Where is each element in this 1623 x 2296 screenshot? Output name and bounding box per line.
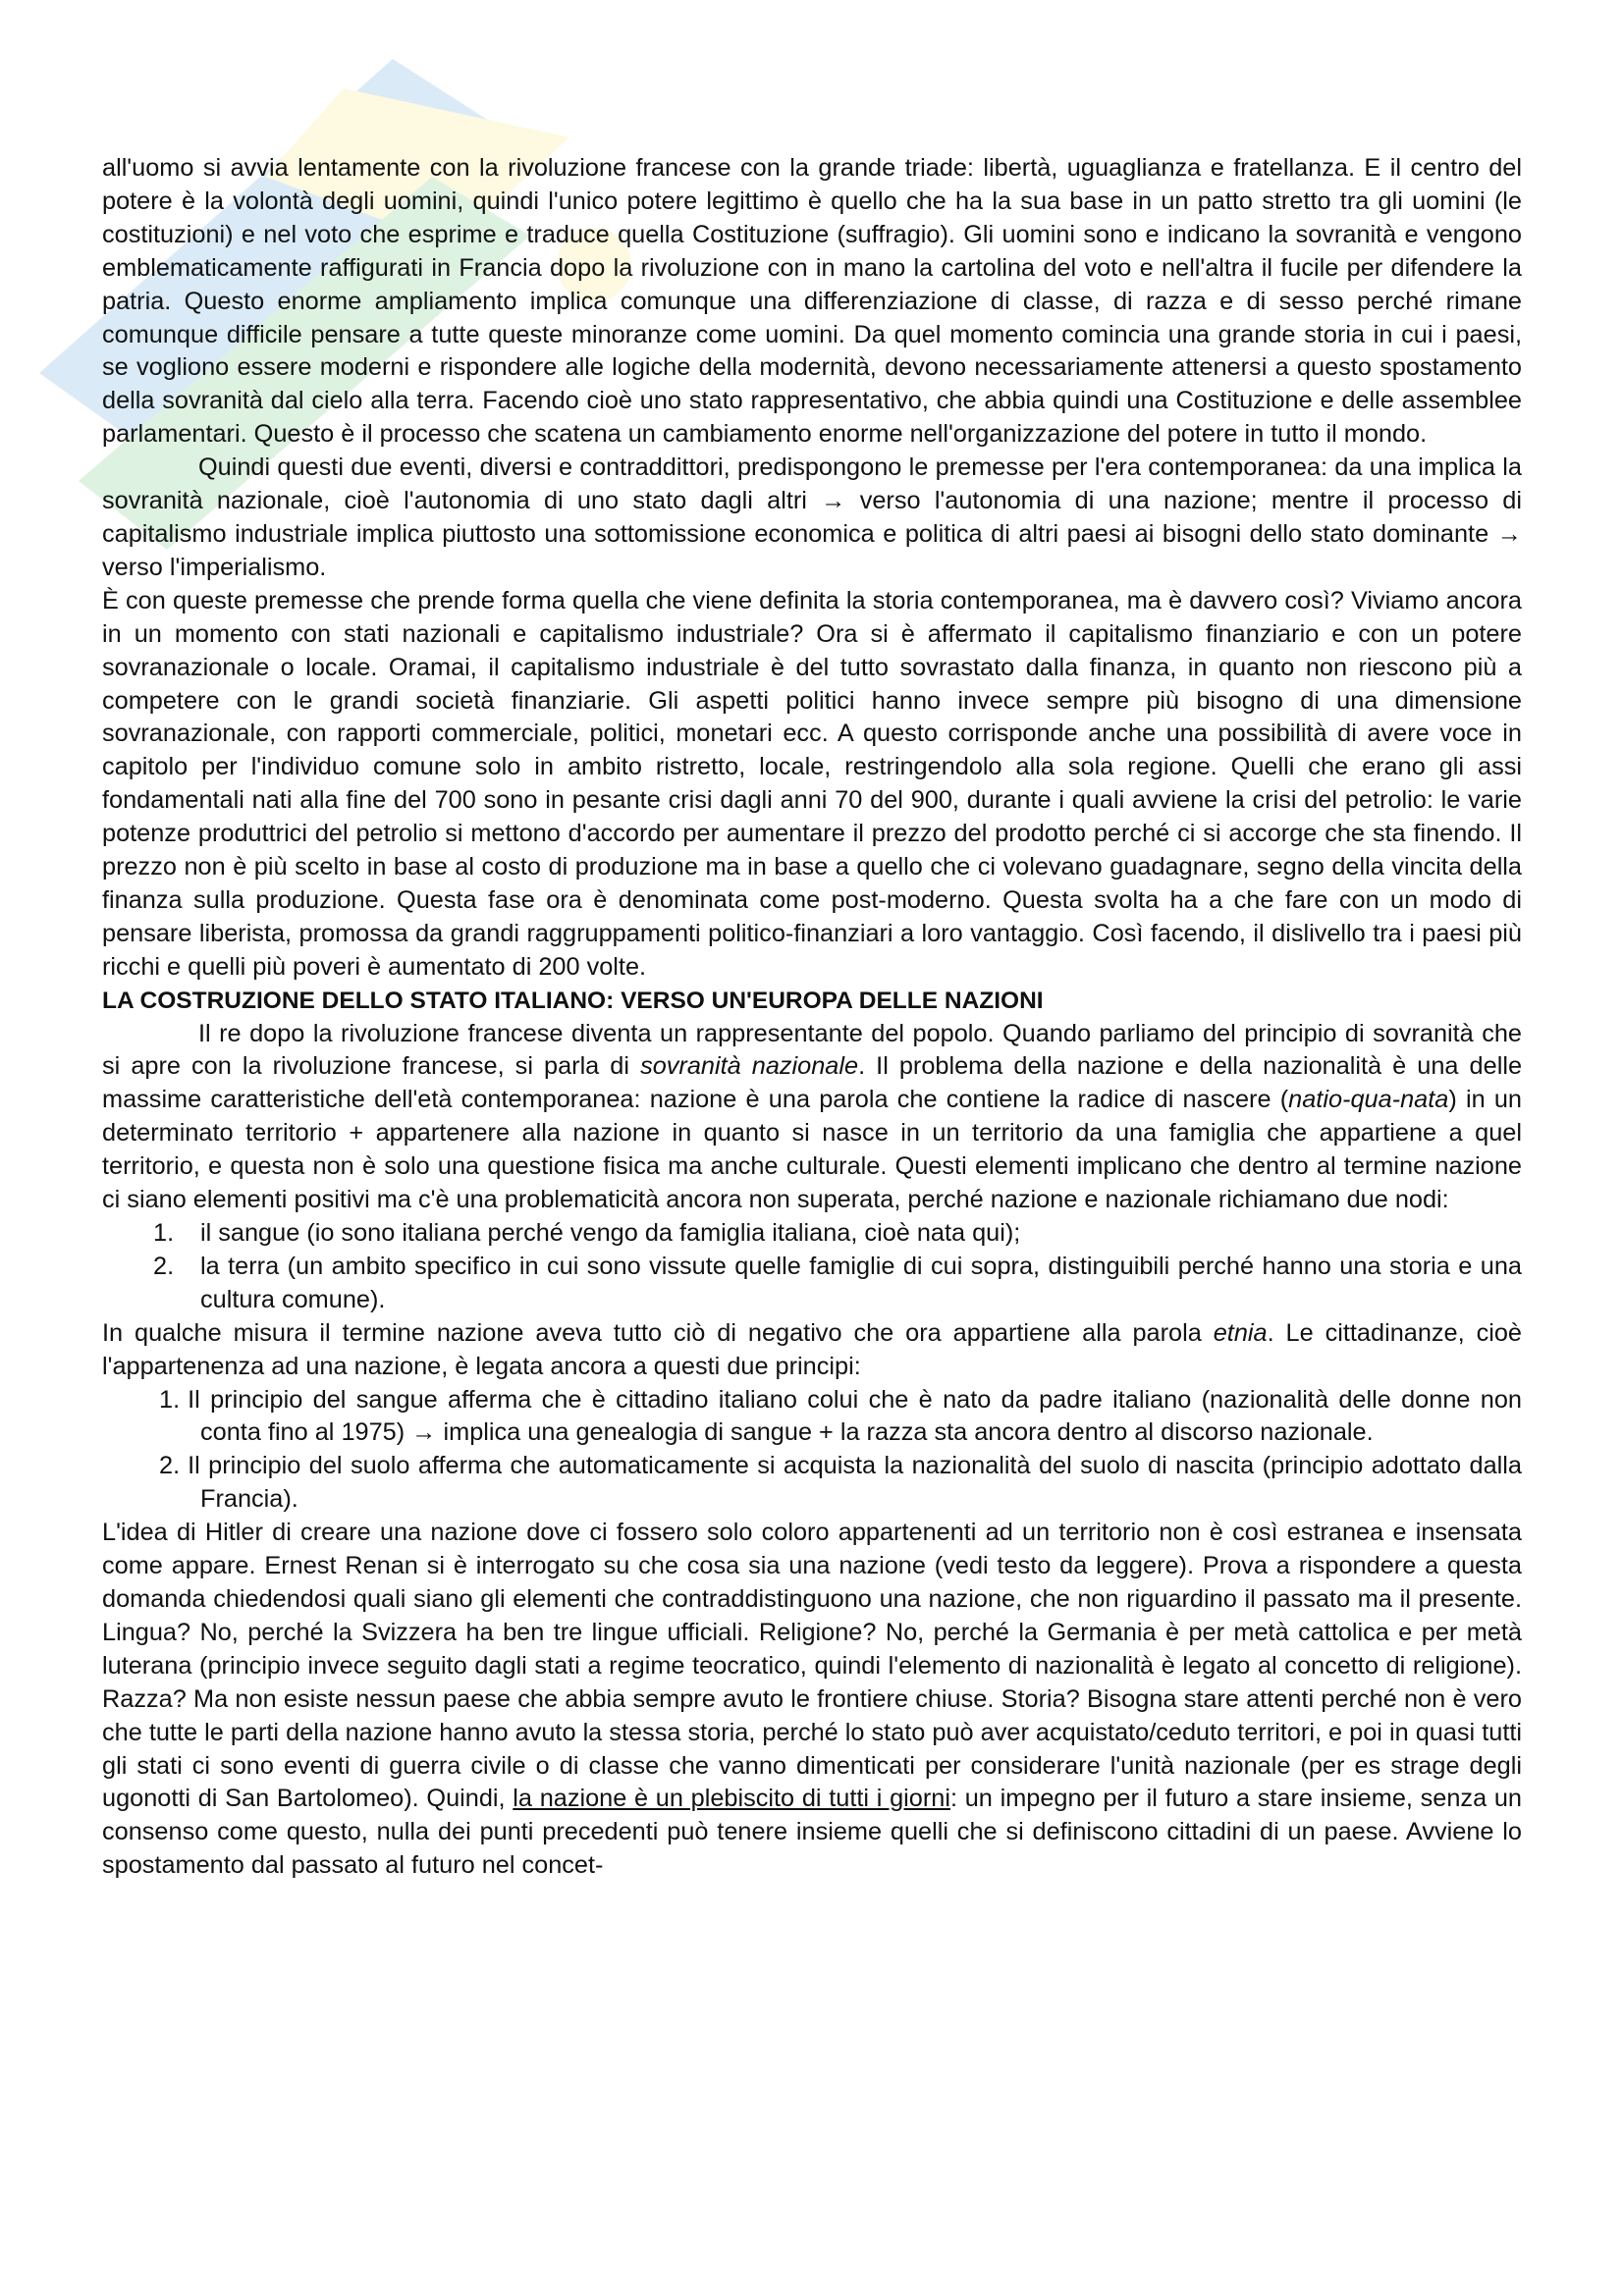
paragraph-5-text-a: In qualche misura il termine nazione aveva tutto ciò di negativo che ora appartiene alla parola [102, 1318, 1214, 1347]
paragraph-4 [102, 1018, 1522, 1217]
section-heading: LA COSTRUZIONE DELLO STATO ITALIANO: VERSO UN'EUROPA DELLE NAZIONI [102, 987, 1044, 1014]
list-item-number: 1. [159, 1385, 181, 1414]
list-item-number: 1. [153, 1219, 175, 1247]
document-body [102, 152, 1522, 1883]
list-item-number: 2. [159, 1452, 181, 1480]
list-item-number: 2. [153, 1252, 175, 1280]
paragraph-4-text-c: ) in un determinato territorio + appartenere alla nazione in quanto si nasce in un territorio da una famiglia che appartiene a quel territorio, e questa non è solo una questione fisica ma anche culturale. Questi elementi implicano che dentro al termine nazione ci siano elementi positivi ma c'è una problematicità ancora non superata, perché nazione e nazionale richiamano due nodi: [102, 1086, 1523, 1214]
list-item [102, 1251, 1522, 1317]
principles-list [102, 1384, 1522, 1518]
paragraph-6-text-a: L'idea di Hitler di creare una nazione dove ci fossero solo coloro appartenenti ad un territorio non è così estranea e insensata come appare. Ernest Renan si è interrogato su che cosa sia una nazione (vedi testo da leggere). Prova a rispondere a questa domanda chiedendosi quali siano gli elementi che contraddistinguono una nazione, che non riguardino il passato ma il presente. Lingua? No, perché la Svizzera ha ben tre lingue ufficiali. Religione? No, perché la Germania è per metà cattolica e per metà luterana (principio invece seguito dagli stati a regime teocratico, quindi l'elemento di nazionalità è legato al concetto di religione). Razza? Ma non esiste nessun paese che abbia sempre avuto le frontiere chiuse. Storia? Bisogna stare attenti perché non è vero che tutte le parti della nazione hanno avuto la stessa storia, perché lo stato può aver acquistato/ceduto territori, e poi in quasi tutti gli stati ci sono eventi di guerra civile o di classe che vanno dimenticati per considerare l'unità nazionale (per es strage degli ugonotti di San Bartolomeo). Quindi, [102, 1519, 1522, 1813]
paragraph-6 [102, 1517, 1522, 1883]
list-item [102, 1217, 1522, 1251]
paragraph-2: Quindi questi due eventi, diversi e contraddittori, predispongono le premesse per l'era contemporanea: da una implica la sovranità nazionale, cioè l'autonomia di uno stato dagli altri → verso l'autonomia di una nazione; mentre il processo di capitalismo industriale implica piuttosto una sottomissione economica e politica di altri paesi ai bisogni dello stato dominante → verso l'imperialismo. [102, 454, 1522, 581]
list-item-text: il sangue (io sono italiana perché vengo da famiglia italiana, cioè nata qui); [200, 1219, 1021, 1247]
paragraph-4-emphasis-2: natio-qua-nata [1288, 1086, 1449, 1114]
nodes-list [102, 1217, 1522, 1317]
list-item [102, 1384, 1522, 1451]
list-item-text: Il principio del sangue afferma che è cittadino italiano colui che è nato da padre italiano (nazionalità delle donne non conta fino al 1975) → implica una genealogia di sangue + la razza sta ancora dentro al discorso nazionale. [188, 1385, 1522, 1447]
paragraph-4-emphasis-1: sovranità nazionale [640, 1052, 859, 1081]
paragraph-5-text-b: . Le cittadinanze, cioè l'appartenenza ad una nazione, è legata ancora a questi due principi: [102, 1318, 1522, 1380]
paragraph-6-text-b: : un impegno per il futuro a stare insieme, senza un consenso come questo, nulla dei punti precedenti può tenere insieme quelli che si definiscono cittadini di un paese. Avviene lo spostamento dal passato al futuro nel concet- [102, 1785, 1522, 1880]
paragraph-5-emphasis: etnia [1213, 1318, 1268, 1347]
list-item [102, 1450, 1522, 1517]
paragraph-1: all'uomo si avvia lentamente con la rivoluzione francese con la grande triade: libertà, uguaglianza e fratellanza. E il centro del potere è la volontà degli uomini, quindi l'unico potere legittimo è quello che ha la sua base in un patto stretto tra gli uomini (le costituzioni) e nel voto che esprime e traduce quella Costituzione (suffragio). Gli uomini sono e indicano la sovranità e vengono emblematicamente raffigurati in Francia dopo la rivoluzione con in mano la cartolina del voto e nell'altra il fucile per difendere la patria. Questo enorme ampliamento implica comunque una differenziazione di classe, di razza e di sesso perché rimane comunque difficile pensare a tutte queste minoranze come uomini. Da quel momento comincia una grande storia in cui i paesi, se vogliono essere moderni e rispondere alle logiche della modernità, devono necessariamente attenersi a questo spostamento della sovranità dal cielo alla terra. Facendo cioè uno stato rappresentativo, che abbia quindi una Costituzione e delle assemblee parlamentari. Questo è il processo che scatena un cambiamento enorme nell'organizzazione del potere in tutto il mondo. [102, 154, 1522, 449]
paragraph-6-underlined: la nazione è un plebiscito di tutti i giorni [513, 1785, 950, 1813]
paragraph-5 [102, 1317, 1522, 1384]
paragraph-4-text-b: . Il problema della nazione e della nazionalità è una delle massime caratteristiche dell'età contemporanea: nazione è una parola che contiene la radice di nascere ( [102, 1052, 1523, 1114]
paragraph-4-text-a: Il re dopo la rivoluzione francese diventa un rappresentante del popolo. Quando parliamo del principio di sovranità che si apre con la rivoluzione francese, si parla di [102, 1019, 1522, 1081]
list-item-text: Il principio del suolo afferma che automaticamente si acquista la nazionalità del suolo di nascita (principio adottato dalla Francia). [188, 1452, 1522, 1514]
paragraph-3: È con queste premesse che prende forma quella che viene definita la storia contemporanea, ma è davvero così? Viviamo ancora in un momento con stati nazionali e capitalismo industriale? Ora si è affermato il capitalismo finanziario e con un potere sovranazionale o locale. Oramai, il capitalismo industriale è del tutto sovrastato dalla finanza, in quanto non riescono più a competere con le grandi società finanziarie. Gli aspetti politici hanno invece sempre più bisogno di una dimensione sovranazionale, con rapporti commerciale, politici, monetari ecc. A questo corrisponde anche una possibilità di avere voce in capitolo per l'individuo comune solo in ambito ristretto, locale, restringendolo alla sola regione. Quelli che erano gli assi fondamentali nati alla fine del 700 sono in pesante crisi dagli anni 70 del 900, durante i quali avviene la crisi del petrolio: le varie potenze produttrici del petrolio si mettono d'accordo per aumentare il prezzo del prodotto perché ci si accorge che sta finendo. Il prezzo non è più scelto in base al costo di produzione ma in base a quello che ci volevano guadagnare, segno della vincita della finanza sulla produzione. Questa fase ora è denominata come post-moderno. Questa svolta ha a che fare con un modo di pensare liberista, promossa da grandi raggruppamenti politico-finanziari a loro vantaggio. Così facendo, il dislivello tra i paesi più ricchi e quelli più poveri è aumentato di 200 volte. [102, 586, 1522, 981]
list-item-text: la terra (un ambito specifico in cui sono vissute quelle famiglie di cui sopra, distinguibili perché hanno una storia e una cultura comune). [200, 1252, 1522, 1313]
